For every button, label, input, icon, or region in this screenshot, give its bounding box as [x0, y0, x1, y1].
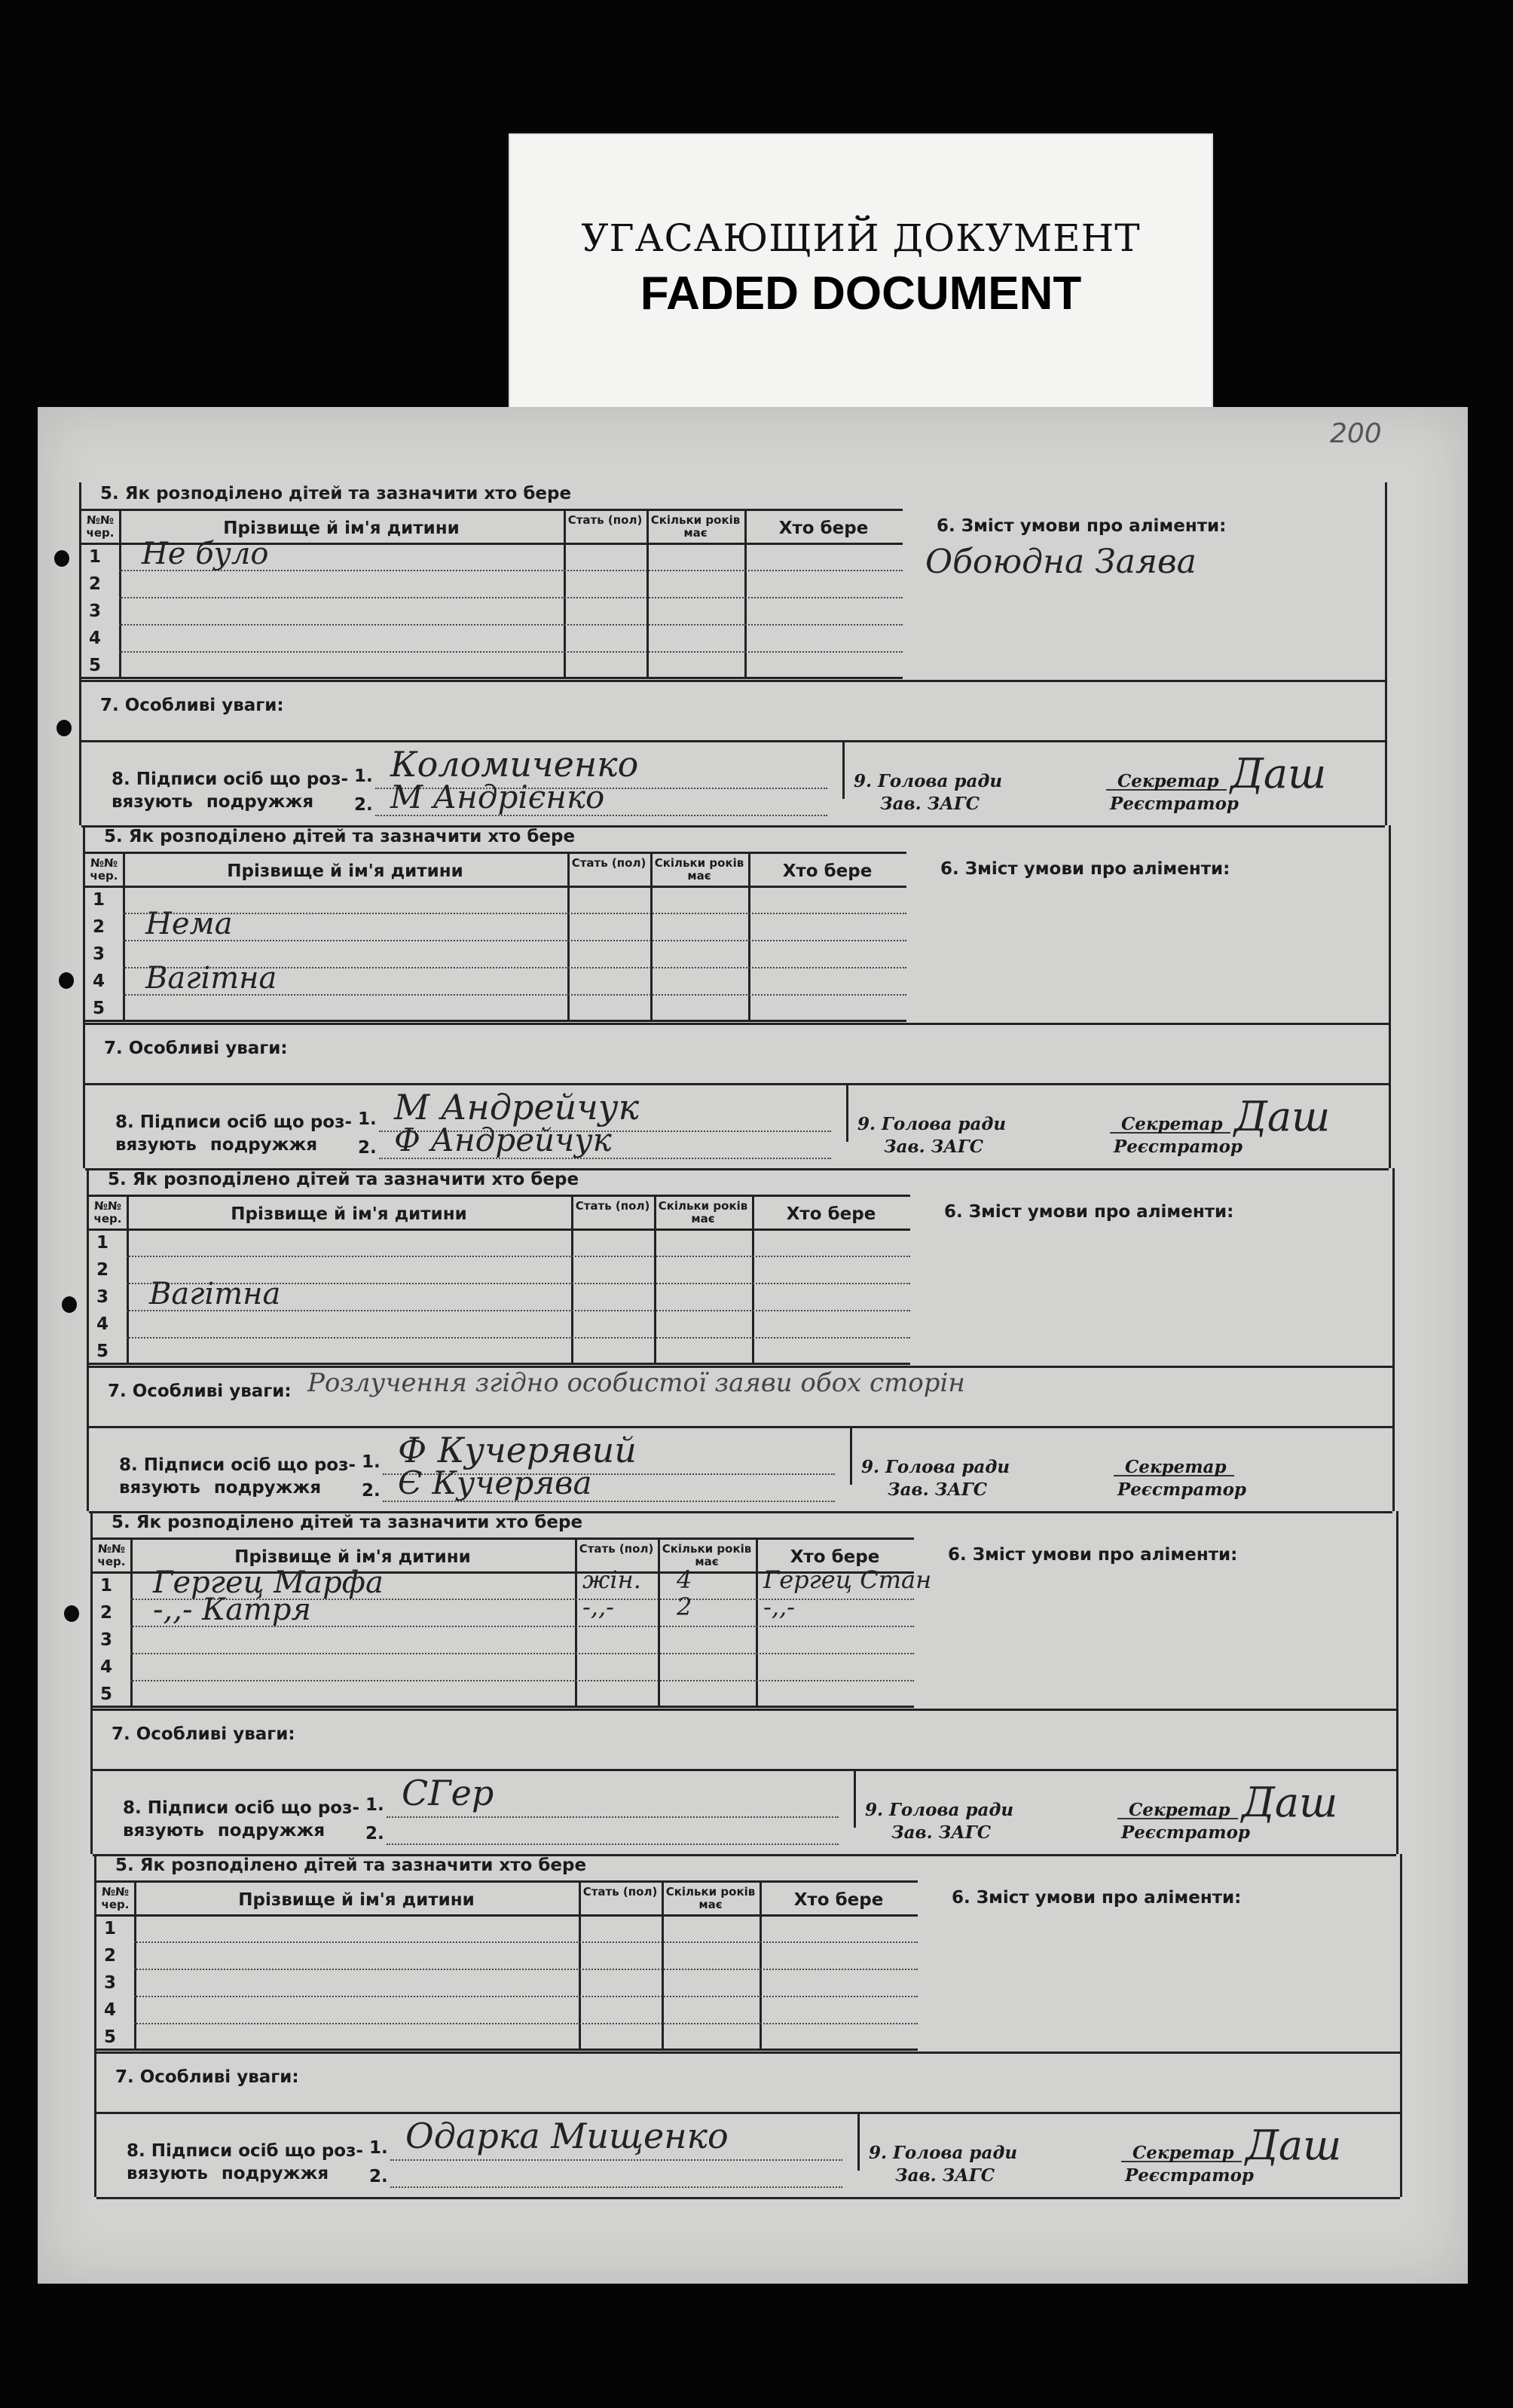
registry-head-label: Зав. ЗАГС: [888, 1479, 988, 1500]
row-number: 4: [96, 1314, 109, 1334]
children-table: [81, 509, 903, 679]
child-name: Нема: [145, 907, 233, 941]
spouse-signature-1: Одарка Мищенко: [405, 2116, 729, 2156]
row-number: 1: [104, 1919, 117, 1938]
child-name: Не було: [142, 537, 269, 571]
alimony-caption: 6. Зміст умови про аліменти:: [948, 1545, 1238, 1565]
row-number: 4: [104, 2000, 117, 2020]
registry-head-label: Зав. ЗАГС: [884, 1137, 984, 1157]
signatures-row: [96, 2112, 1400, 2199]
age-col-header: Скільки років має: [654, 856, 744, 883]
sex-col-header: Стать (пол): [575, 1199, 650, 1213]
num-col-header: №№ чер.: [93, 1199, 122, 1225]
taker-col-header: Хто бере: [782, 861, 873, 881]
row-number: 5: [93, 999, 105, 1018]
sig-num-2: 2.: [354, 795, 373, 815]
sig-num-2: 2.: [358, 1138, 377, 1158]
secretary-label: Секретар: [1129, 1800, 1230, 1820]
registrar-label: Реєстратор: [1114, 1137, 1243, 1157]
secretary-label: Секретар: [1125, 1457, 1227, 1477]
children-table: [93, 1538, 932, 1708]
faded-document-label: [509, 133, 1213, 408]
row-number: 2: [96, 1260, 109, 1280]
child-age: 2: [677, 1593, 692, 1621]
signatures-caption: 8. Підписи осіб що роз-: [112, 770, 349, 789]
child-age: 4: [677, 1565, 692, 1594]
row-number: 3: [89, 601, 102, 621]
taker-col-header: Хто бере: [790, 1547, 880, 1567]
child-name: Гергец Марфа: [153, 1565, 384, 1600]
sig-num-1: 1.: [362, 1452, 381, 1472]
taker-col-header: Хто бере: [793, 1890, 884, 1910]
child-col-header: Прізвище й ім'я дитини: [234, 1547, 471, 1567]
signatures-caption-2: вязують подружжя: [119, 1478, 322, 1498]
child-name: Вагітна: [145, 961, 277, 996]
registrar-signature: Даш: [1230, 750, 1327, 797]
divorce-record: [87, 1168, 1395, 1511]
num-col-header: №№ чер.: [97, 1542, 126, 1568]
page-number: 200: [1330, 418, 1382, 449]
signatures-caption-2: вязують подружжя: [127, 2164, 329, 2183]
alimony-caption: 6. Зміст умови про аліменти:: [944, 1202, 1234, 1222]
spouse-signature-1: Коломиченко: [390, 744, 639, 785]
child-taker: Гергец Стан: [763, 1565, 932, 1594]
registrar-label: Реєстратор: [1117, 1479, 1247, 1500]
signatures-row: [81, 740, 1385, 828]
registry-head-label: Зав. ЗАГС: [880, 794, 980, 814]
age-col-header: Скільки років має: [665, 1885, 756, 1911]
signatures-caption: 8. Підписи осіб що роз-: [127, 2141, 364, 2161]
age-col-header: Скільки років має: [658, 1199, 748, 1225]
row-number: 1: [93, 890, 105, 910]
child-col-header: Прізвище й ім'я дитини: [227, 861, 463, 881]
row-number: 5: [96, 1342, 109, 1361]
row-number: 2: [100, 1603, 113, 1623]
alimony-caption: 6. Зміст умови про аліменти:: [940, 859, 1230, 879]
sig-num-2: 2.: [365, 1824, 384, 1843]
registrar-signature: Даш: [1246, 2122, 1342, 2169]
row-number: 3: [100, 1630, 113, 1650]
sex-col-header: Стать (пол): [567, 513, 643, 527]
divorce-record: [83, 825, 1391, 1168]
registrar-label: Реєстратор: [1125, 2165, 1255, 2186]
row-number: 4: [93, 971, 105, 991]
children-caption: 5. Як розподілено дітей та зазначити хто бере: [108, 1170, 579, 1189]
child-taker: -,,-: [763, 1593, 795, 1621]
registrar-signature: Даш: [1242, 1779, 1338, 1826]
signatures-caption: 8. Підписи осіб що роз-: [115, 1112, 353, 1132]
alimony-caption: 6. Зміст умови про аліменти:: [937, 516, 1227, 536]
signatures-row: [85, 1083, 1389, 1170]
age-col-header: Скільки років має: [662, 1542, 752, 1568]
row-number: 1: [96, 1233, 109, 1253]
secretary-label: Секретар: [1121, 1114, 1223, 1134]
punch-hole: [57, 720, 72, 736]
signatures-row: [89, 1426, 1392, 1513]
sex-col-header: Стать (пол): [579, 1542, 654, 1556]
signatures-caption: 8. Підписи осіб що роз-: [119, 1455, 356, 1475]
row-number: 2: [93, 917, 105, 937]
num-col-header: №№ чер.: [101, 1885, 130, 1911]
alimony-caption: 6. Зміст умови про аліменти:: [952, 1888, 1242, 1908]
remarks-row: [85, 1023, 1389, 1085]
child-col-header: Прізвище й ім'я дитини: [238, 1890, 475, 1910]
registrar-label: Реєстратор: [1121, 1822, 1251, 1843]
row-number: 3: [96, 1287, 109, 1307]
council-head-label: 9. Голова ради: [857, 1114, 1007, 1134]
spouse-signature-1: СГер: [402, 1773, 494, 1813]
children-table: [96, 1880, 918, 2051]
divorce-record: [90, 1511, 1398, 1854]
sig-num-1: 1.: [354, 766, 373, 786]
num-col-header: №№ чер.: [86, 513, 115, 540]
row-number: 4: [100, 1657, 113, 1677]
row-number: 5: [104, 2027, 117, 2047]
taker-col-header: Хто бере: [778, 519, 869, 538]
remarks-row: [81, 680, 1385, 742]
label-en: FADED DOCUMENT: [640, 268, 1082, 320]
row-number: 2: [89, 574, 102, 594]
children-caption: 5. Як розподілено дітей та зазначити хто бере: [100, 484, 572, 503]
punch-hole: [59, 972, 74, 989]
remarks-row: [96, 2052, 1400, 2114]
registry-head-label: Зав. ЗАГС: [891, 1822, 992, 1843]
row-number: 3: [104, 1973, 117, 1993]
signatures-caption: 8. Підписи осіб що роз-: [123, 1798, 360, 1818]
registrar-label: Реєстратор: [1110, 794, 1239, 814]
sig-num-2: 2.: [369, 2167, 388, 2186]
remarks-caption: 7. Особливі уваги:: [115, 2067, 299, 2087]
remarks-caption: 7. Особливі уваги:: [104, 1039, 288, 1058]
children-caption: 5. Як розподілено дітей та зазначити хто бере: [115, 1856, 587, 1875]
signatures-caption-2: вязують подружжя: [123, 1821, 326, 1840]
secretary-label: Секретар: [1117, 771, 1219, 791]
remarks-caption: 7. Особливі уваги:: [108, 1381, 292, 1401]
child-sex: жін.: [582, 1565, 641, 1594]
row-number: 4: [89, 629, 102, 648]
taker-col-header: Хто бере: [786, 1204, 876, 1224]
sig-num-2: 2.: [362, 1481, 381, 1501]
row-number: 5: [89, 656, 102, 675]
remarks-text: Розлучення згідно особистої заяви обох сторін: [307, 1368, 965, 1398]
num-col-header: №№ чер.: [90, 856, 118, 883]
sex-col-header: Стать (пол): [571, 856, 646, 870]
registrar-signature: Даш: [1234, 1093, 1331, 1140]
registry-head-label: Зав. ЗАГС: [895, 2165, 995, 2186]
row-number: 1: [100, 1576, 113, 1596]
secretary-label: Секретар: [1132, 2143, 1234, 2163]
row-number: 1: [89, 547, 102, 567]
punch-hole: [64, 1605, 79, 1622]
divorce-record: [94, 1854, 1402, 2197]
council-head-label: 9. Голова ради: [869, 2143, 1018, 2163]
children-table: [89, 1195, 910, 1365]
sig-num-1: 1.: [358, 1109, 377, 1129]
row-number: 3: [93, 944, 105, 964]
children-caption: 5. Як розподілено дітей та зазначити хто бере: [104, 827, 576, 846]
remarks-caption: 7. Особливі уваги:: [112, 1724, 295, 1744]
children-caption: 5. Як розподілено дітей та зазначити хто бере: [112, 1513, 583, 1532]
age-col-header: Скільки років має: [650, 513, 741, 540]
punch-hole: [62, 1296, 77, 1313]
spouse-signature-1: М Андрейчук: [394, 1087, 640, 1128]
children-table: [85, 852, 906, 1022]
child-sex: -,,-: [582, 1593, 614, 1621]
alimony-text: Обоюдна Заява: [925, 543, 1197, 581]
council-head-label: 9. Голова ради: [861, 1457, 1010, 1477]
child-col-header: Прізвище й ім'я дитини: [223, 519, 460, 538]
child-name: Вагітна: [149, 1277, 281, 1311]
sig-num-1: 1.: [365, 1795, 384, 1815]
signatures-caption-2: вязують подружжя: [115, 1135, 318, 1155]
spouse-signature-1: Ф Кучерявий: [398, 1430, 637, 1470]
child-name: -,,- Катря: [153, 1593, 311, 1627]
row-number: 2: [104, 1946, 117, 1966]
council-head-label: 9. Голова ради: [854, 771, 1003, 791]
sex-col-header: Стать (пол): [582, 1885, 658, 1899]
child-col-header: Прізвище й ім'я дитини: [231, 1204, 467, 1224]
sig-num-1: 1.: [369, 2138, 388, 2158]
divorce-record: [79, 482, 1387, 825]
remarks-row: [89, 1366, 1392, 1428]
remarks-row: [93, 1709, 1396, 1771]
spouse-signature-2: Ф Андрейчук: [394, 1121, 612, 1158]
remarks-caption: 7. Особливі уваги:: [100, 696, 284, 715]
spouse-signature-2: М Андрієнко: [390, 779, 605, 815]
label-ru: УГАСАЮЩИЙ ДОКУМЕНТ: [581, 216, 1141, 260]
council-head-label: 9. Голова ради: [865, 1800, 1014, 1820]
spouse-signature-2: Є Кучерява: [398, 1464, 592, 1501]
signatures-row: [93, 1769, 1396, 1856]
signatures-caption-2: вязують подружжя: [112, 792, 314, 812]
punch-hole: [54, 550, 69, 567]
row-number: 5: [100, 1684, 113, 1704]
